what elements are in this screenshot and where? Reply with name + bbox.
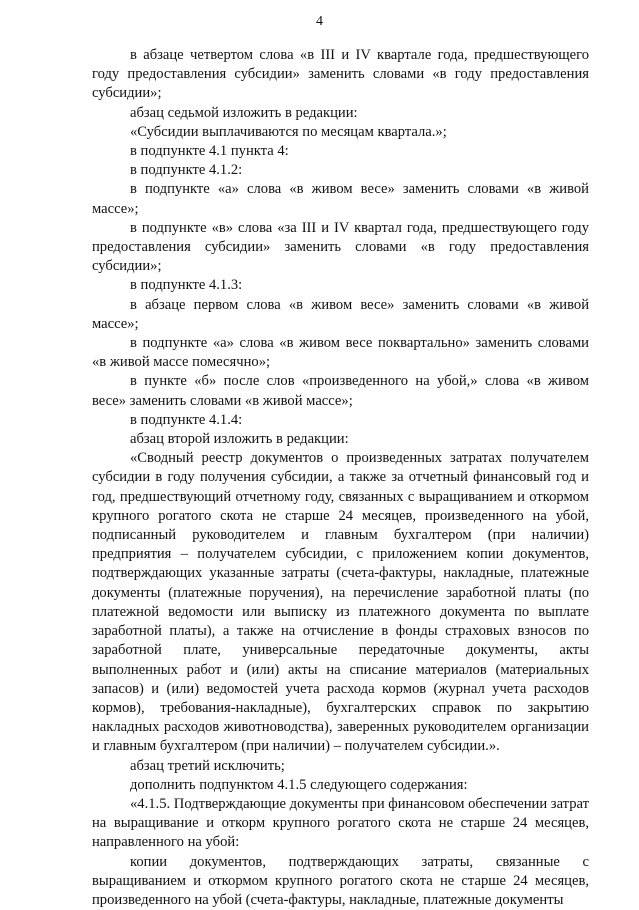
paragraph: в подпункте «в» слова «за III и IV квартал года, предшествующего году предоставления субсидии» заменить словами «в году предоставления субсидии»;	[92, 219, 589, 275]
paragraph: дополнить подпунктом 4.1.5 следующего содержания:	[130, 776, 468, 793]
paragraph: в подпункте «а» слова «в живом весе поквартально» заменить словами «в живой массе помесячно»;	[92, 335, 589, 371]
paragraph: в абзаце первом слова «в живом весе» заменить словами «в живой массе»;	[92, 296, 589, 332]
paragraph: в пункте «б» после слов «произведенного на убой,» слова «в живом весе» заменить словами «в живой массе»;	[92, 373, 589, 409]
paragraph: в подпункте «а» слова «в живом весе» заменить словами «в живой массе»;	[92, 181, 589, 217]
paragraph: абзац третий исключить;	[130, 757, 285, 774]
paragraph: копии документов, подтверждающих затраты, связанные с выращиванием и откормом крупного рогатого скота не старше 24 месяцев, произведенного на убой (счета-фактуры, накладные, платежные документы	[92, 853, 589, 908]
paragraph: в подпункте 4.1 пункта 4:	[130, 143, 289, 160]
paragraph: «Сводный реестр документов о произведенных затратах получателем субсидии в году получения субсидии, а также за отчетный финансовый год и год, предшествующий отчетному году, связанных с выращиванием и откормом крупного рогатого скота не старше 24 месяцев, произведенного на убой, подписанный руководителем и главным бухгалтером (при наличии) предприятия – получателем субсидии, с приложением копии документов, подтверждающих указанные затраты (счета-фактуры, накладные, платежные документы (платежные поручения), на перечисление заработной платы (по платежной ведомости или выписку из платежного документа по выплате заработной платы), а также на отчисление в фонды страховых взносов по заработной плате, универсальные передаточные документы, акты выполненных работ и (или) акты на списание материалов (материальных запасов) и (или) ведомостей учета расхода кормов (журнал учета расходов кормов), требования-накладные), бухгалтерских справок по закрытию накладных расходов животноводства), заверенных руководителем организации и главным бухгалтером (при наличии) – получателем субсидии.».	[92, 450, 589, 755]
paragraph: абзац второй изложить в редакции:	[130, 431, 349, 448]
paragraph: в подпункте 4.1.3:	[130, 277, 243, 294]
paragraph: в подпункте 4.1.2:	[130, 162, 243, 179]
paragraph: абзац седьмой изложить в редакции:	[130, 104, 358, 121]
page-number: 4	[316, 14, 323, 29]
paragraph: «4.1.5. Подтверждающие документы при финансовом обеспечении затрат на выращивание и откорм крупного рогатого скота не старше 24 месяцев, направленного на убой:	[92, 795, 589, 851]
document-body	[92, 46, 589, 910]
paragraph: «Субсидии выплачиваются по месяцам квартала.»;	[130, 123, 447, 140]
paragraph: в абзаце четвертом слова «в III и IV квартале года, предшествующего году предоставления субсидии» заменить словами «в году предоставления субсидии»;	[92, 47, 589, 102]
paragraph: в подпункте 4.1.4:	[130, 411, 243, 428]
